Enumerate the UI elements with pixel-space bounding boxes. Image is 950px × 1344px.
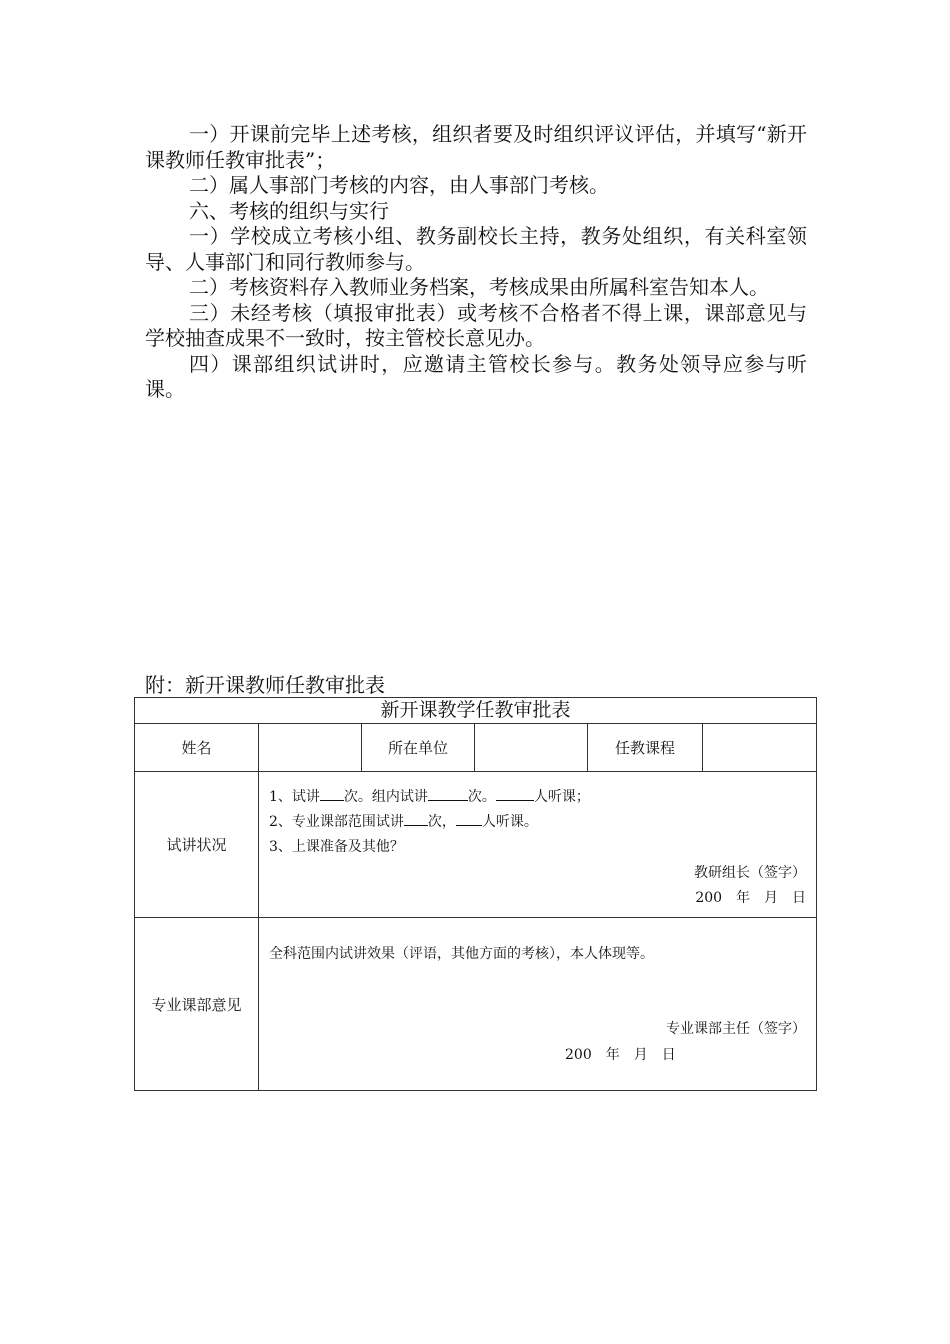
unit-label: 所在单位 (362, 724, 475, 772)
paragraph: 二）考核资料存入教师业务档案，考核成果由所属科室告知本人。 (189, 275, 769, 299)
opinion-content-cell (259, 918, 817, 1091)
blank-field[interactable] (428, 786, 468, 801)
trial-content-cell (259, 772, 817, 918)
trial-signer: 教研组长（签字） (694, 865, 807, 881)
opinion-date: 200 年 月 日 (565, 1047, 676, 1063)
course-label: 任教课程 (588, 724, 703, 772)
opinion-label: 专业课部意见 (135, 918, 259, 1091)
trial-line-1: 1、试讲 次。组内试讲 次。 人听课； (269, 786, 590, 806)
form-title: 新开课教学任教审批表 (135, 698, 817, 724)
body-text (145, 122, 807, 403)
paragraph: 四）课部组织试讲时，应邀请主管校长参与。教务处领导应参与听课。 (145, 351, 807, 401)
approval-form-table (134, 697, 817, 1091)
paragraph: 一）开课前完毕上述考核，组织者要及时组织评议评估，并填写“新开课教师任教审批表”； (145, 122, 807, 172)
course-value-cell[interactable] (703, 724, 817, 772)
name-label: 姓名 (135, 724, 259, 772)
trial-label: 试讲状况 (135, 772, 259, 918)
appendix-title: 附：新开课教师任教审批表 (145, 673, 385, 697)
blank-field[interactable] (496, 786, 534, 801)
unit-value-cell[interactable] (475, 724, 588, 772)
section-heading: 六、考核的组织与实行 (189, 198, 389, 223)
trial-line-3: 3、上课准备及其他？ (269, 839, 404, 855)
blank-field[interactable] (456, 811, 482, 826)
paragraph: 三）未经考核（填报审批表）或考核不合格者不得上课，课部意见与学校抽查成果不一致时，按主管校长意见办。 (145, 300, 807, 350)
blank-field[interactable] (320, 786, 344, 801)
opinion-text: 全科范围内试讲效果（评语，其他方面的考核），本人体现等。 (269, 946, 654, 962)
paragraph: 一）学校成立考核小组、教务副校长主持，教务处组织，有关科室领导、人事部门和同行教师参与。 (145, 224, 807, 274)
trial-line-2: 2、专业课部范围试讲 次， 人听课。 (269, 811, 538, 831)
name-value-cell[interactable] (259, 724, 362, 772)
paragraph: 二）属人事部门考核的内容，由人事部门考核。 (189, 173, 609, 197)
trial-date: 200 年 月 日 (695, 890, 807, 906)
opinion-signer: 专业课部主任（签字） (666, 1021, 807, 1037)
blank-field[interactable] (404, 811, 428, 826)
